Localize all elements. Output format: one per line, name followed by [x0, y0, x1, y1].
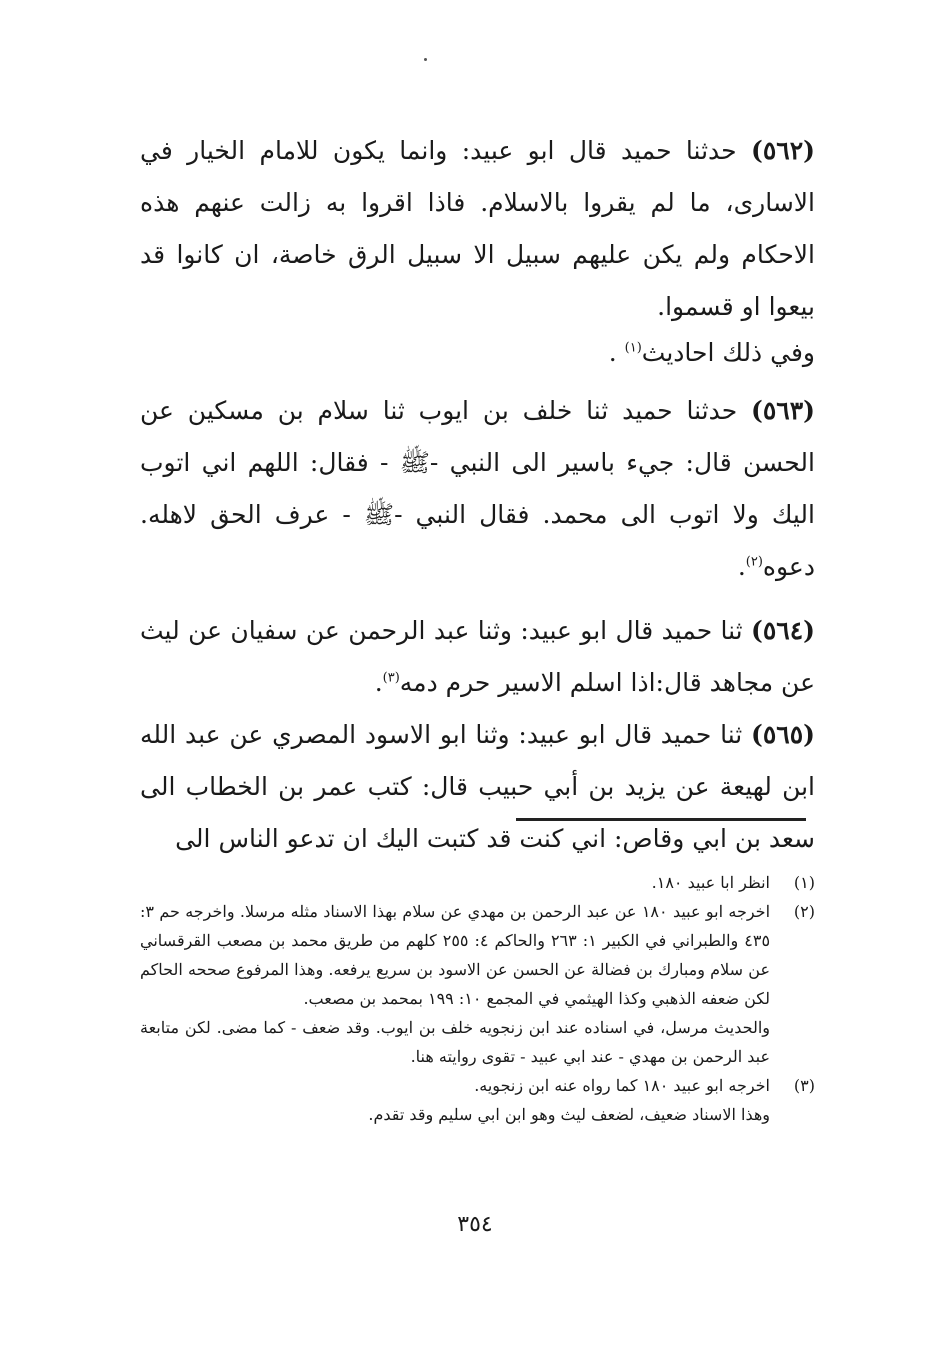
footnote-body: [140, 868, 770, 897]
footnote-line: وهذا الاسناد ضعيف، لضعف ليث وهو ابن ابي سليم وقد تقدم.: [368, 1105, 770, 1124]
footnote-ref[interactable]: (٢): [745, 554, 763, 570]
scan-speck: [424, 58, 427, 61]
footnote-body: [140, 1071, 770, 1129]
paragraph-text: ثنا حميد قال ابو عبيد: وثنا ابو الاسود المصري عن عبد الله ابن لهيعة عن يزيد بن أبي حبيب قال: كتب عمر بن الخطاب الى سعد بن ابي وقاص: اني كنت قد كتبت اليك ان تدعو الناس الى: [140, 720, 815, 853]
footnote-ref[interactable]: (١): [624, 340, 642, 356]
footnote-line: اخرجه ابو عبيد ١٨٠ كما رواه عنه ابن زنجويه.: [474, 1076, 770, 1095]
paragraph-number: (٥٦٤): [751, 616, 815, 645]
footnote-line: انظر ابا عبيد ١٨٠.: [651, 873, 770, 892]
paragraph-565: [140, 709, 815, 865]
paragraph-end: .: [374, 668, 383, 697]
footnote-number: (٣): [793, 1076, 815, 1095]
footnote-1: [140, 868, 815, 897]
footnote-number: (٢): [793, 902, 815, 921]
paragraph-text: حدثنا حميد قال ابو عبيد: وانما يكون للامام الخيار في الاسارى، ما لم يقروا بالاسلام. فاذا اقروا به زالت عنهم هذه الاحكام ولم يكن عليهم سبيل الا سبيل الرق خاصة، ان كانوا قد بيعوا او قسموا.: [140, 136, 815, 321]
footnote-line: والحديث مرسل، في اسناده عند ابن زنجويه خلف بن ايوب. وقد ضعف - كما مضى. لكن متابعة عبد الرحمن بن مهدي - عند ابي عبيد - تقوى روايته هنا.: [140, 1018, 770, 1066]
paragraph-562: [140, 125, 815, 333]
main-text: [140, 125, 815, 865]
footnote-2: [140, 897, 815, 1071]
extra-text: وفي ذلك احاديث: [641, 338, 815, 367]
footnotes: [140, 868, 815, 1129]
footnote-3: [140, 1071, 815, 1129]
page-number: ٣٥٤: [457, 1212, 493, 1237]
footnote-number: (١): [793, 873, 815, 892]
footnote-body: [140, 897, 770, 1071]
paragraph-text: ثنا حميد قال ابو عبيد: وثنا عبد الرحمن عن سفيان عن ليث عن مجاهد قال:اذا اسلم الاسير حرم دمه: [140, 616, 815, 697]
paragraph-563: [140, 385, 815, 593]
extra-end: .: [608, 338, 625, 367]
paragraph-number: (٥٦٥): [751, 720, 815, 749]
paragraph-number: (٥٦٢): [751, 136, 815, 165]
footnote-ref[interactable]: (٣): [382, 670, 400, 686]
paragraph-text: حدثنا حميد ثنا خلف بن ايوب ثنا سلام بن مسكين عن الحسن قال: جيء باسير الى النبي -ﷺ - فقال: اللهم اني اتوب اليك ولا اتوب الى محمد. فقال النبي -ﷺ - عرف الحق لاهله. دعوه: [140, 396, 815, 581]
paragraph-number: (٥٦٣): [751, 396, 816, 425]
paragraph-end: .: [737, 552, 746, 581]
paragraph-564: [140, 605, 815, 709]
footnote-line: اخرجه ابو عبيد ١٨٠ عن عبد الرحمن بن مهدي عن سلام بهذا الاسناد مثله مرسلا. واخرجه حم ٣: ٤٣٥ والطبراني في الكبير ١: ٢٦٣ والحاكم ٤: ٢٥٥ كلهم من طريق محمد بن مصعب القرقساني عن سلام ومبارك بن فضالة عن الحسن عن الاسود بن سريع يرفعه. وهذا المرفوع صححه الحاكم لكن ضعفه الذهبي وكذا الهيثمي في المجمع ١٠: ١٩٩ بمحمد بن مصعب.: [140, 902, 771, 1008]
paragraph-562-extra: [140, 333, 815, 373]
footnote-separator: [516, 818, 806, 821]
